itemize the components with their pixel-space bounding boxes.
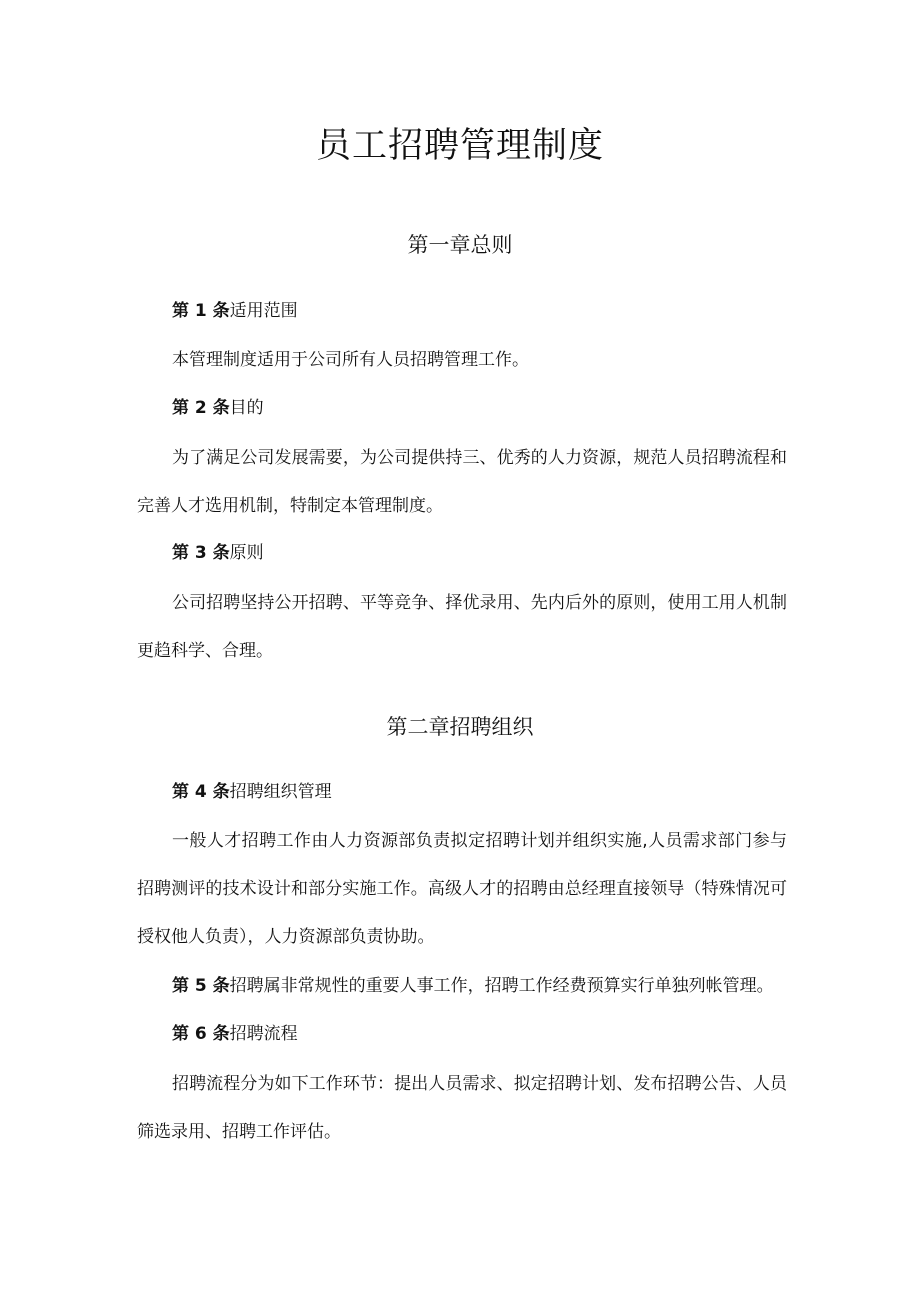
article-2-body: 为了满足公司发展需要，为公司提供持三、优秀的人力资源，规范人员招聘流程和完善人才选用机制，特制定本管理制度。 xyxy=(137,448,787,516)
article-1-heading xyxy=(172,299,298,323)
article-4-title: 招聘组织管理 xyxy=(229,782,332,802)
article-3-body: 公司招聘坚持公开招聘、平等竞争、择优录用、先内后外的原则，使用工用人机制更趋科学、合理。 xyxy=(137,593,787,661)
article-3-title: 原则 xyxy=(229,543,264,563)
document-title: 员工招聘管理制度 xyxy=(315,126,604,166)
article-4-heading xyxy=(172,780,332,804)
article-3-heading xyxy=(172,541,264,565)
article-5-title: 招聘属非常规性的重要人事工作，招聘工作经费预算实行单独列帐管理。 xyxy=(229,976,774,996)
article-4-body: 一般人才招聘工作由人力资源部负责拟定招聘计划并组织实施,人员需求部门参与招聘测评的技术设计和部分实施工作。高级人才的招聘由总经理直接领导（特殊情况可授权他人负责），人力资源部负责协助。 xyxy=(137,831,787,947)
article-3-number: 第 3 条 xyxy=(172,543,230,563)
article-6-heading xyxy=(172,1022,298,1046)
article-5-number: 第 5 条 xyxy=(172,976,230,996)
article-1-number: 第 1 条 xyxy=(172,301,230,321)
chapter-1-title: 第一章总则 xyxy=(407,233,513,257)
chapter-2-title: 第二章招聘组织 xyxy=(386,715,534,739)
article-4-number: 第 4 条 xyxy=(172,782,230,802)
article-2-heading xyxy=(172,396,264,420)
article-2-title: 目的 xyxy=(229,398,264,418)
article-1-title: 适用范围 xyxy=(229,301,298,321)
article-2-number: 第 2 条 xyxy=(172,398,230,418)
article-1-body: 本管理制度适用于公司所有人员招聘管理工作。 xyxy=(172,350,529,370)
article-5-heading xyxy=(172,974,774,998)
article-6-body: 招聘流程分为如下工作环节：提出人员需求、拟定招聘计划、发布招聘公告、人员筛选录用、招聘工作评估。 xyxy=(137,1074,787,1142)
article-6-number: 第 6 条 xyxy=(172,1024,230,1044)
article-6-title: 招聘流程 xyxy=(229,1024,298,1044)
